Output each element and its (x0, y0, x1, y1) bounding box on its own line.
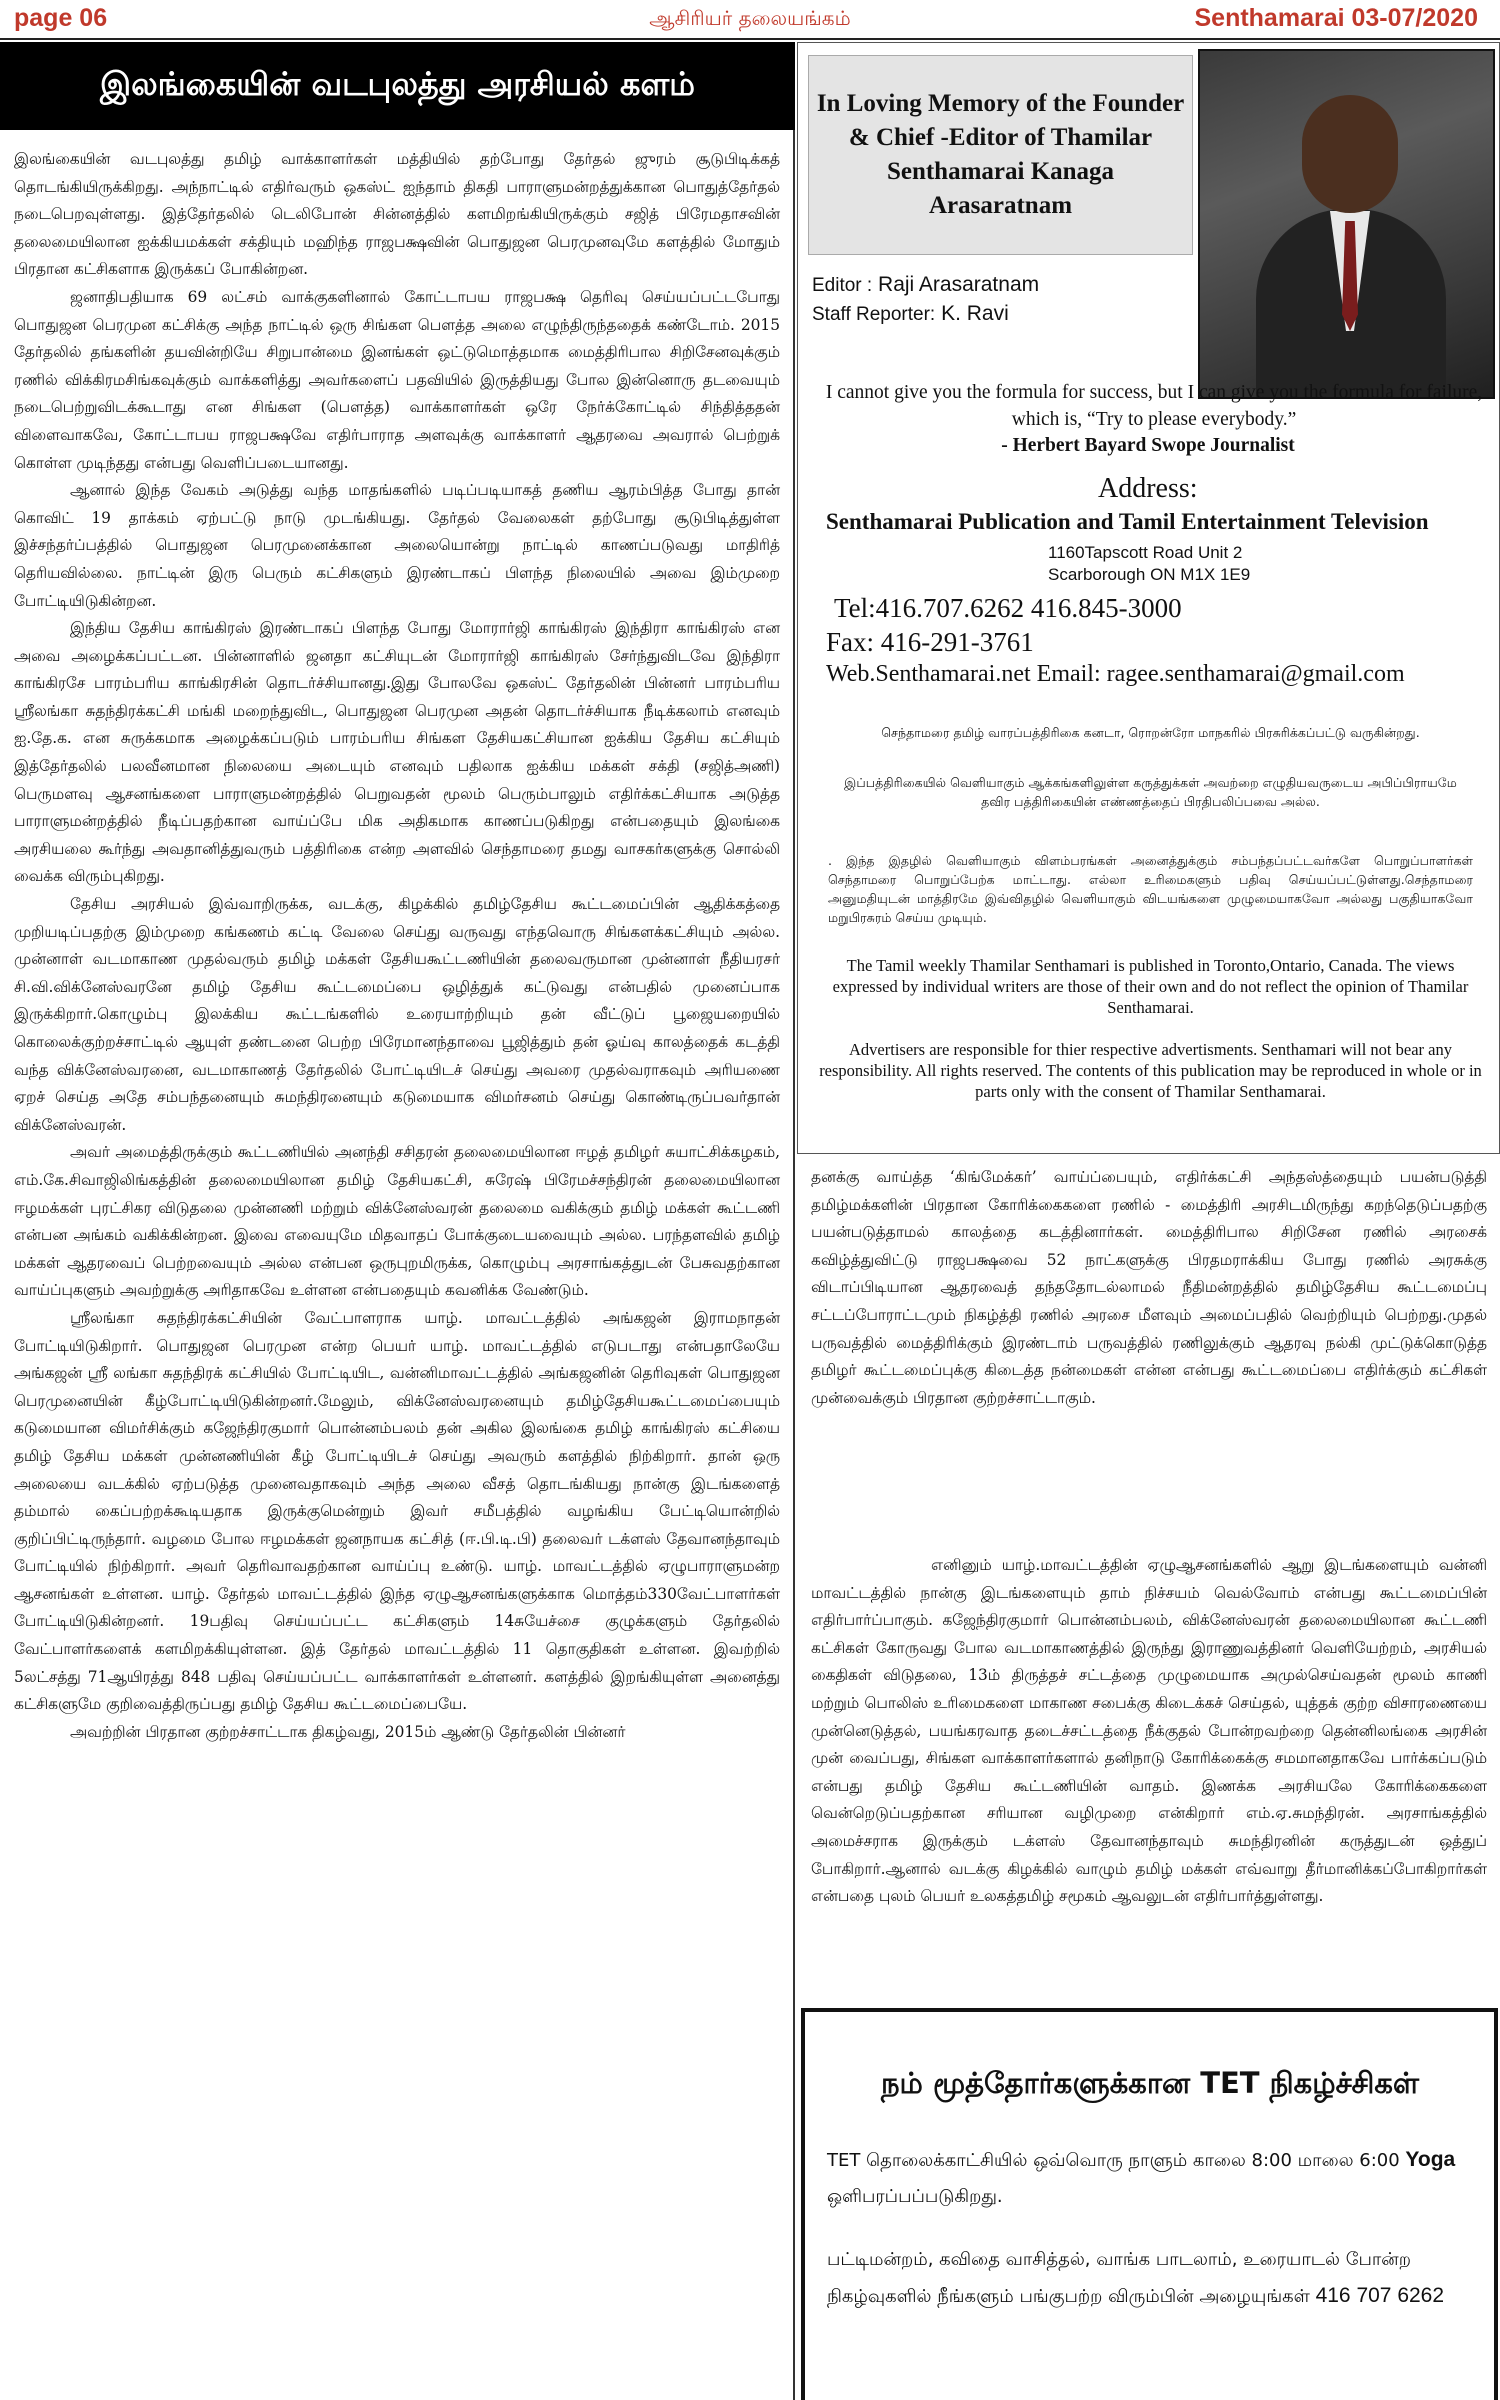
article-paragraph: எனினும் யாழ்.மாவட்டத்தின் ஏழுஆசனங்களில் ஆறு இடங்களையும் வன்னி மாவட்டத்தில் நான்கு இடங்களையும் தாம் நிச்சயம் வெல்வோம் என்பது கூட்டமைப்பின் எதிர்பார்ப்பாகும். கஜேந்திரகுமார் பொன்னம்பலம், விக்னேஸ்வரன் தலைமையிலான கூட்டணி கட்சிகள் கோருவது போல வடமாகாணத்தில் இருந்து இராணுவத்தினர் வெளியேற்றம், அரசியல் கைதிகள் விடுதலை, 13ம் திருத்தச் சட்டத்தை முழுமையாக அமுல்செய்வதன் மூலம் காணி மற்றும் பொலிஸ் உரிமைகளை மாகாண சபைக்கு கிடைக்கச் செய்தல், யுத்தக் குற்ற விசாரணையை முன்னெடுத்தல், பயங்கரவாத தடைச்சட்டத்தை நீக்குதல் போன்றவற்றை தென்னிலங்கை அரசின் முன் வைப்பது, சிங்கள வாக்காளர்களால் தனிநாடு கோரிக்கைக்கு சமமானதாகவே பார்க்கப்படும் என்பது தமிழ் தேசிய கூட்டணியின் வாதம். இணக்க அரசியலே கோரிக்கைகளை வென்றெடுப்பதற்கான சரியான வழிமுறை என்கிறார் எம்.ஏ.சுமந்திரன். அரசாங்கத்தில் அமைச்சராக இருக்கும் டக்ளஸ் தேவானந்தாவும் சுமந்திரனின் கருத்துடன் ஒத்துப் போகிறார்.ஆனால் வடக்கு கிழக்கில் வாழும் தமிழ் மக்கள் எவ்வாறு தீர்மானிக்கப்போகிறார்கள் என்பதை புலம் பெயர் உலகத்தமிழ் சமூகம் ஆவலுடன் எதிர்பார்த்துள்ளது. (811, 1556, 1487, 1906)
article-paragraph: தேசிய அரசியல் இவ்வாறிருக்க, வடக்கு, கிழக்கில் தமிழ்தேசிய கூட்டமைப்பின் ஆதிக்கத்தை முறியடிப்பதற்கு இம்முறை கங்கணம் கட்டி வேலை செய்து வருவது எந்தவொரு சிங்களக்கட்சியும் அல்ல. முன்னாள் வடமாகாண முதல்வரும் தமிழ் மக்கள் தேசியகூட்டணியின் தலைவருமான முன்னாள் நீதியரசர் சி.வி.விக்னேஸ்வரனே தமிழ் தேசிய கூட்டமைப்பை ஒழித்துக் கட்டுவது என்பதில் முனைப்பாக இருக்கிறார்.கொழும்பு இலக்கிய கூட்டங்களில் உரையாற்றியும் தன் வீட்டுப் பூஜையறையில் கொலைக்குற்றச்சாட்டில் ஆயுள் தண்டனை பெற்ற பிரேமானந்தாவை பூஜித்தும் தன் ஓய்வு காலத்தைக் கடத்தி வந்த விக்னேஸ்வரனை, வடமாகாணத் தேர்தலில் போட்டியிடச் செய்து அவரை முதல்வராகவும் அரியணை ஏறச் செய்த அதே சம்பந்தனையும் சுமந்திரனையும் கடுமையாக விமர்சனம் செய்து கொண்டிருப்பவர்தான் விக்னேஸ்வரன். (14, 895, 780, 1134)
editor-label: Editor : (812, 275, 873, 296)
telephone: Tel:416.707.6262 416.845-3000 (834, 593, 1182, 623)
memorial-note: In Loving Memory of the Founder & Chief -Editor of Thamilar Senthamarai Kanaga Arasaratnam (808, 55, 1193, 255)
article-paragraph: ஆனால் இந்த வேகம் அடுத்து வந்த மாதங்களில் படிப்படியாகத் தணிய ஆரம்பித்த போது தான் கொவிட் 19 தாக்கம் ஏற்பட்டு நாடு முடங்கியது. தேர்தல் வேலைகள் தற்போது சூடுபிடித்துள்ள இச்சந்தர்ப்பத்தில் பொதுஜன பெரமுனைக்கான அலையொன்று நாட்டில் காணப்படுவது மாதிரித் தெரியவில்லை. நாட்டின் இரு பெரும் கட்சிகளும் இரண்டாகப் பிளந்த நிலையில் அவை இம்முறை போட்டியிடுகின்றன. (14, 481, 780, 610)
english-note-publication: The Tamil weekly Thamilar Senthamari is published in Toronto,Ontario, Canada. The views expressed by individual writers are those of their own and do not reflect the opinion of Thamilar Senthamarai. (832, 956, 1469, 1017)
article-continuation-1 (811, 1164, 1487, 1412)
editor-credits (812, 271, 1039, 329)
staff-reporter-label: Staff Reporter: (812, 304, 936, 325)
address-label: Address: (1098, 473, 1198, 504)
editor-name: Raji Arasaratnam (878, 273, 1040, 296)
yoga-label: Yoga (1405, 2148, 1456, 2171)
tamil-note-opinions: இப்பத்திரிகையில் வெளியாகும் ஆக்கங்களிலுள்ள கருத்துக்கள் அவற்றை எழுதியவருடைய அபிப்பிராயமே தவிர பத்திரிகையின் எண்ணத்தைப் பிரதிபலிப்பவை அல்ல. (844, 775, 1457, 809)
english-note-rights: Advertisers are responsible for thier respective advertisments. Senthamari will not bear any responsibility. All rights reserved. The contents of this publication may be reproduced in whole or in parts only with the consent of Thamilar Senthamarai. (819, 1040, 1482, 1101)
quote-text: I cannot give you the formula for success, but I can give you the formula for failure, which is, “Try to please everybody.” (825, 382, 1483, 430)
article-continuation-2 (811, 1552, 1487, 1911)
tamil-note-rights: . இந்த இதழில் வெளியாகும் விளம்பரங்கள் அனைத்துக்கும் சம்பந்தப்பட்டவர்களே பொறுப்பாளர்கள் செந்தாமரை பொறுப்பேற்க மாட்டாது. எல்லா உரிமைகளும் பதிவு செய்யப்பட்டுள்ளது.செந்தாமரை அனுமதியுடன் மாத்திரமே இவ்விதழில் வெளியாகும் விடயங்களை முழுமையாகவோ அல்லது பகுதியாகவோ மறுபிரசுரம் செய்ய முடியும். (828, 853, 1473, 925)
tet-ad-invite (827, 2242, 1467, 2315)
quote-author: - Herbert Bayard Swope Journalist (1001, 435, 1295, 456)
address-city: Scarborough ON M1X 1E9 (1048, 565, 1251, 584)
masthead-date: Senthamarai 03-07/2020 (1194, 4, 1478, 32)
page-header (0, 0, 1500, 40)
article-paragraph: ஸ்ரீலங்கா சுதந்திரக்கட்சியின் வேட்பாளராக யாழ். மாவட்டத்தில் அங்கஜன் இராமநாதன் போட்டியிடுகிறார். பொதுஜன பெரமுன என்ற பெயர் யாழ். மாவட்டத்தில் எடுபடாது என்பதாலேயே அங்கஜன் ஸ்ரீ லங்கா சுதந்திரக் கட்சியில் போட்டியிட, வன்னிமாவட்டத்தில் அங்கஜனின் தெரிவுகள் பொதுஜன பெரமுனையின் கீழ்போட்டியிடுகின்றனர்.மேலும், விக்னேஸ்வரனையும் தமிழ்தேசியகூட்டமைப்பையும் கடுமையான விமர்சிக்கும் கஜேந்திரகுமார் பொன்னம்பலம் தன் அகில இலங்கை தமிழ் காங்கிரஸ் கட்சியை தமிழ் தேசிய மக்கள் முன்னணியின் கீழ் போட்டியிடச் செய்து அவரும் களத்தில் நிற்கிறார். தான் ஒரு அலையை வடக்கில் ஏற்படுத்த முனைவதாகவும் அந்த அலை வீசத் தொடங்கியது நான்கு இடங்களைத் தம்மால் கைப்பற்றக்கூடியதாக இருக்குமென்றும் இவர் சமீபத்தில் வழங்கிய பேட்டியொன்றில் குறிப்பிட்டிருந்தார். வழமை போல ஈழமக்கள் ஜனநாயக கட்சித் (ஈ.பி.டி.பி) தலைவர் டக்ளஸ் தேவானந்தாவும் போட்டியில் நிற்கிறார். அவர் தெரிவாவதற்கான வாய்ப்பு உண்டு. யாழ். மாவட்டத்தில் ஏழுபாராளுமன்ற ஆசனங்கள் உள்ளன. யாழ். தேர்தல் மாவட்டத்தில் இந்த ஏழுஆசனங்களுக்காக மொத்தம்330வேட்பாளர்கள் போட்டியிடுகின்றனர். 19பதிவு செய்யப்பட்ட கட்சிகளும் 14சுயேச்சை குழுக்களும் தேர்தலில் வேட்பாளர்களைக் களமிறக்கியுள்ளன. இத் தேர்தல் மாவட்டத்தில் 11 தொகுதிகள் உள்ளன. இவற்றில் 5லட்சத்து 71ஆயிரத்து 848 பதிவு செய்யப்பட்ட வாக்காளர்கள் உள்ளனர். களத்தில் இறங்கியுள்ள அனைத்து கட்சிகளுமே குறிவைத்திருப்பது தமிழ் தேசிய கூட்டமைப்பையே. (14, 1308, 780, 1714)
right-column (797, 42, 1500, 2400)
tet-phone: 416 707 6262 (1315, 2284, 1445, 2307)
article-paragraph: ஜனாதிபதியாக 69 லட்சம் வாக்குகளினால் கோட்டாபய ராஜபக்ஷ தெரிவு செய்யப்பட்டபோது பொதுஜன பெரமுன கட்சிக்கு அந்த நாட்டில் ஒரு சிங்கள பௌத்த அலை எழுந்திருந்ததைக் கண்டோம். 2015 தேர்தலில் தங்களின் தயவின்றியே சிறுபான்மை இனங்கள் ஒட்டுமொத்தமாக மைத்திரிபால சிறிசேனவுக்கும் ரணில் விக்கிரமசிங்கவுக்கும் வாக்களித்து அவர்களைப் பதவியில் இருத்தியது போல இன்னொரு தடவையும் நடைபெற்றுவிடக்கூடாது என சிங்கள (பௌத்த) வாக்காளர்கள் ஒரே நேர்க்கோட்டில் சிந்தித்ததன் விளைவாகவே, கோட்டாபய ராஜபக்ஷவே எதிர்பாராத அளவுக்கு வாக்காளர் ஆதரவை அவரால் பெற்றுக் கொள்ள முடிந்தது என்பது வெளிப்படையானது. (14, 287, 780, 472)
web-email: Web.Senthamarai.net Email: ragee.senthamarai@gmail.com (826, 661, 1405, 687)
publication-info-box (797, 42, 1500, 1154)
publisher-name: Senthamarai Publication and Tamil Entertainment Television (826, 509, 1429, 534)
fax-number: Fax: 416-291-3761 (826, 627, 1034, 657)
section-title: ஆசிரியர் தலையங்கம் (649, 6, 851, 30)
left-column (0, 42, 795, 2400)
tet-ad-schedule (827, 2142, 1467, 2215)
page-number: page 06 (14, 4, 108, 32)
article-paragraph: அவற்றின் பிரதான குற்றச்சாட்டாக திகழ்வது, 2015ம் ஆண்டு தேர்தலின் பின்னர் (70, 1722, 626, 1741)
article-paragraph: இலங்கையின் வடபுலத்து தமிழ் வாக்காளர்கள் மத்தியில் தற்போது தேர்தல் ஜுரம் சூடுபிடிக்கத் தொடங்கியிருக்கிறது. அந்நாட்டில் எதிர்வரும் ஒகஸ்ட் ஐந்தாம் திகதி பாராளுமன்றத்துக்கான பொதுத்தேர்தல் நடைபெறவுள்ளது. இத்தேர்தலில் டெலிபோன் சின்னத்தில் களமிறங்கியிருக்கும் சஜித் பிரேமதாசவின் தலைமையிலான ஐக்கியமக்கள் சக்தியும் மஹிந்த ராஜபக்ஷவின் பொதுஜன பெரமுனவுமே களத்தில் மோதும் பிரதான கட்சிகளாக இருக்கப் போகின்றன. (14, 150, 780, 279)
article-body (14, 146, 780, 1746)
tet-schedule-text: TET தொலைக்காட்சியில் ஒவ்வொரு நாளும் காலை 8:00 மாலை 6:00 (827, 2150, 1400, 2171)
article-paragraph: தனக்கு வாய்த்த ‘கிங்மேக்கர்’ வாய்ப்பையும், எதிர்க்கட்சி அந்தஸ்த்தையும் பயன்படுத்தி தமிழ்மக்களின் பிரதான கோரிக்கைகளை ரணில் - மைத்திரி அரசிடமிருந்து கறந்தெடுப்பதற்கு பயன்படுத்தாமல் காலத்தை கடத்தினார்கள். மைத்திரிபால சிறிசேன ரணில் அரசைக் கவிழ்த்துவிட்டு ராஜபக்ஷவை 52 நாட்களுக்கு பிரதமராக்கிய போது ரணில் அரசுக்கு விடாப்பிடியான ஆதரவைத் தந்ததோடல்லாமல் நீதிமன்றத்தில் தமிழ்தேசிய கூட்டமைப்பு சட்டப்போராட்டமும் நிகழ்த்தி ரணில் அரசை மீளவும் அமைப்பதில் வெற்றியும் பெற்றது.முதல் பருவத்தில் மைத்திரிக்கும் இரண்டாம் பருவத்தில் ரணிலுக்கும் ஆதரவு நல்கி முட்டுக்கொடுத்த தமிழர் கூட்டமைப்புக்கு கிடைத்த நன்மைகள் என்ன என்பது கூட்டமைப்பை எதிர்க்கும் கட்சிகள் முன்வைக்கும் பிரதான குற்றச்சாட்டாகும். (811, 1168, 1487, 1407)
staff-reporter-name: K. Ravi (941, 302, 1009, 325)
tet-program-ad (801, 2008, 1498, 2400)
tet-invite-text: பட்டிமன்றம், கவிதை வாசித்தல், வாங்க பாடலாம், உரையாடல் போன்ற நிகழ்வுகளில் நீங்களும் பங்குபற்ற விரும்பின் அழையுங்கள் (827, 2249, 1412, 2307)
address-street: 1160Tapscott Road Unit 2 (1048, 543, 1243, 562)
tet-ad-title: நம் மூத்தோர்களுக்கான TET நிகழ்ச்சிகள் (880, 2066, 1420, 2100)
article-paragraph: அவர் அமைத்திருக்கும் கூட்டணியில் அனந்தி சசிதரன் தலைமையிலான ஈழத் தமிழர் சுயாட்சிக்கழகம், எம்.கே.சிவாஜிலிங்கத்தின் தலைமையிலான தமிழ் தேசியகட்சி, சுரேஷ் பிரேமச்சந்திரன் தலைமையிலான ஈழமக்கள் புரட்சிகர விடுதலை முன்னணி மற்றும் விக்னேஸ்வரன் தலைமை வகிக்கும் தமிழ் மக்கள் கூட்டணி என்பன அங்கம் வகிக்கின்றன. இவை எவையுமே மிதவாதப் போக்குடையவையும் அல்ல. பரந்தளவில் தமிழ் மக்கள் ஆதரவைப் பெற்றவையும் அல்ல என்பன ஒருபுறமிருக்க, கொழும்பு அரசாங்கத்துடன் பேசுவதற்கான வாய்ப்புகளும் அவற்றுக்கு அரிதாகவே உள்ளன என்பதையும் கவனிக்க வேண்டும். (14, 1143, 780, 1300)
article-title: இலங்கையின் வடபுலத்து அரசியல் களம் (0, 42, 795, 130)
founder-photo (1198, 49, 1495, 399)
tamil-note-publication: செந்தாமரை தமிழ் வாரப்பத்திரிகை கனடா, ரொறன்ரோ மாநகரில் பிரசுரிக்கப்பட்டு வருகின்றது. (881, 725, 1420, 740)
article-paragraph: இந்திய தேசிய காங்கிரஸ் இரண்டாகப் பிளந்த போது மோரார்ஜி காங்கிரஸ் இந்திரா காங்கிரஸ் என அவை அழைக்கப்பட்டன. பின்னாளில் ஜனதா கட்சியுடன் மோரார்ஜி காங்கிரஸ் சேர்ந்துவிடவே இந்திரா காங்கிரசே பாரம்பரிய காங்கிரசின் தொடர்ச்சியானது.இது போலவே ஒகஸ்ட் தேர்தலின் பின்னர் பாரம்பரிய ஸ்ரீலங்கா சுதந்திரக்கட்சி மங்கி மறைந்துவிட, பொதுஜன பெரமுன அதன் தொடர்ச்சியாக நீடிக்கலாம் எனவும் ஐ.தே.க. என சுருக்கமாக அழைக்கப்படும் பாரம்பரிய சிங்கள தேசியகட்சியான ஐக்கிய தேசிய கட்சியும் இத்தேர்தலில் பலவீனமான நிலையை அடையும் எனவும் பதிலாக ஐக்கிய மக்கள் சக்தி (சஜித்அணி) பெருமளவு ஆசனங்களை பாராளுமன்றத்தில் பெறுவதன் மூலம் பெரும்பாலும் எதிர்க்கட்சியாக அடுத்த பாராளுமன்றத்தில் நீடிப்பதற்கான வாய்ப்பே மிக அதிகமாக காணப்படுகிறது என்பதையும் இலங்கை அரசியலை கூர்ந்து அவதானித்துவரும் பத்திரிகை என்ற அளவில் செந்தாமரை தமது வாசகர்களுக்கு சொல்லி வைக்க விரும்புகிறது. (14, 619, 780, 886)
tet-schedule-text-end: ஒளிபரப்பப்படுகிறது. (827, 2186, 1003, 2207)
